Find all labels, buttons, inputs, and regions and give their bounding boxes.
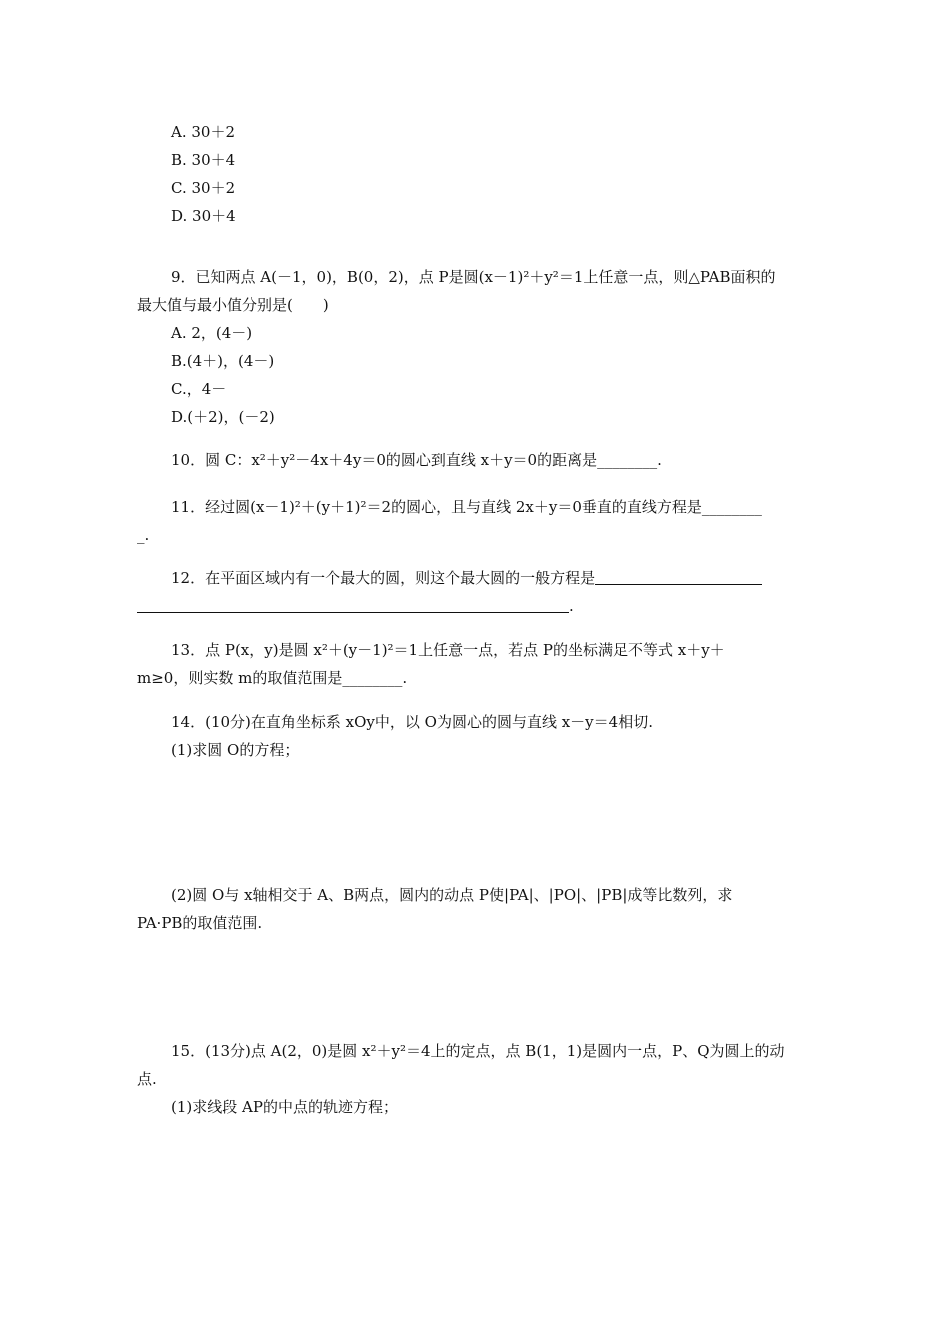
- q10-text: 10．圆 C：x²＋y²－4x＋4y＝0的圆心到直线 x＋y＝0的距离是________.: [171, 451, 662, 469]
- q9-option-d: D.(＋2)，(－2): [171, 408, 275, 426]
- q9-stem-line1: 9．已知两点 A(－1，0)，B(0，2)，点 P是圆(x－1)²＋y²＝1上任意一点，则△PAB面积的: [171, 268, 776, 286]
- q12-answer-blank-2: [137, 597, 569, 613]
- q13-line2: m≥0，则实数 m的取值范围是________.: [137, 669, 408, 687]
- q12-line2: [137, 596, 574, 616]
- q12-line1-text: 12．在平面区域内有一个最大的圆，则这个最大圆的一般方程是: [171, 569, 596, 587]
- q8-option-b: B. 30＋4: [171, 151, 236, 169]
- q9-option-a: A. 2，(4－): [171, 324, 253, 342]
- q12-line1: [171, 568, 762, 588]
- q9-option-b: B.(4＋)，(4－): [171, 352, 275, 370]
- q11-line1: 11．经过圆(x－1)²＋(y＋1)²＝2的圆心，且与直线 2x＋y＝0垂直的直线方程是________: [171, 498, 762, 516]
- q9-stem-line2: 最大值与最小值分别是( ): [137, 296, 329, 314]
- q13-line1: 13．点 P(x，y)是圆 x²＋(y－1)²＝1上任意一点，若点 P的坐标满足不等式 x＋y＋: [171, 641, 725, 659]
- q8-option-c: C. 30＋2: [171, 179, 236, 197]
- q9-option-c: C.，4－: [171, 380, 227, 398]
- q15-stem-line2: 点.: [137, 1070, 157, 1088]
- q12-answer-blank-1: [595, 569, 762, 585]
- q14-part2-line1: (2)圆 O与 x轴相交于 A、B两点，圆内的动点 P使|PA|、|PO|、|PB|成等比数列，求: [171, 886, 733, 904]
- q11-line2: _.: [137, 526, 150, 544]
- q8-option-a: A. 30＋2: [171, 123, 235, 141]
- q8-option-d: D. 30＋4: [171, 207, 236, 225]
- q14-part1: (1)求圆 O的方程；: [171, 741, 300, 759]
- q12-line2-text: .: [569, 597, 574, 615]
- q14-stem: 14．(10分)在直角坐标系 xOy中，以 O为圆心的圆与直线 x－y＝4相切.: [171, 713, 653, 731]
- q15-stem-line1: 15．(13分)点 A(2，0)是圆 x²＋y²＝4上的定点，点 B(1，1)是圆内一点，P、Q为圆上的动: [171, 1042, 785, 1060]
- q14-part2-line2: PA·PB的取值范围.: [137, 914, 263, 932]
- q15-part1: (1)求线段 AP的中点的轨迹方程；: [171, 1098, 398, 1116]
